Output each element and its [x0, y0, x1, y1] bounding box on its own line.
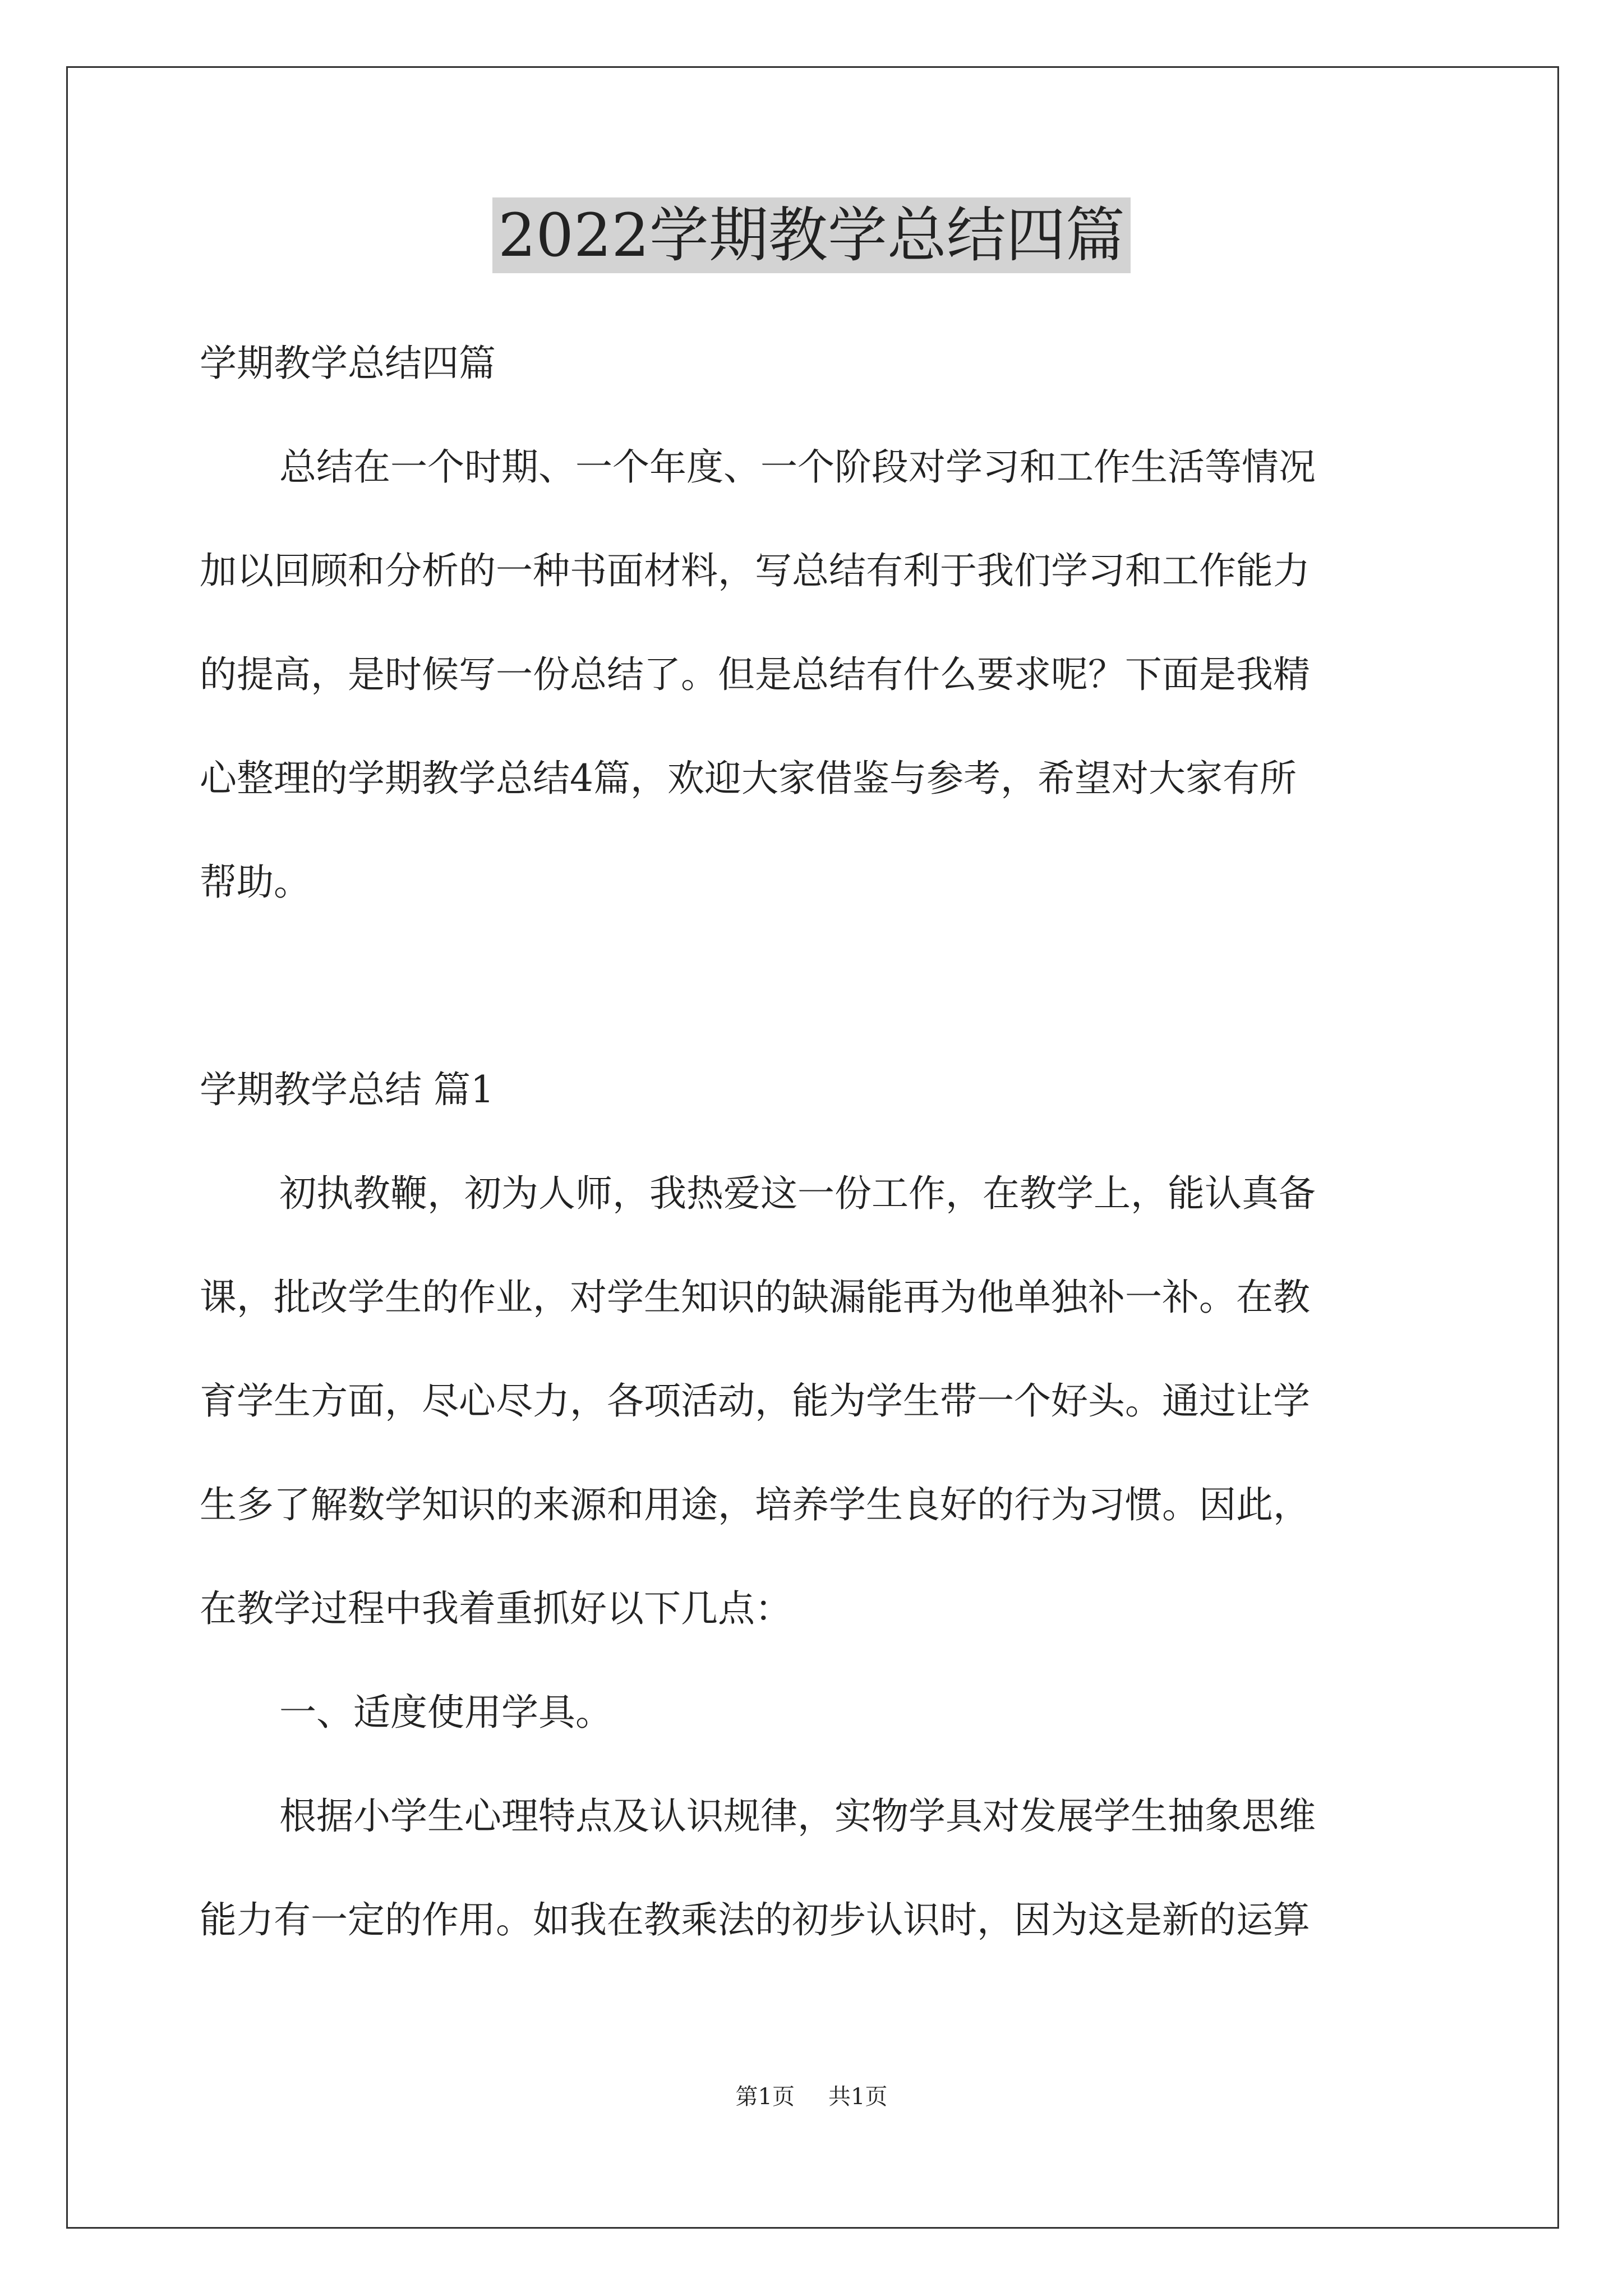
document-body [200, 311, 1433, 1972]
section-line: 生多了解数学知识的来源和用途，培养学生良好的行为习惯。因此， [200, 1483, 1310, 1526]
intro-line: 的提高，是时候写一份总结了。但是总结有什么要求呢？下面是我精 [200, 653, 1310, 696]
intro-line: 心整理的学期教学总结4篇，欢迎大家借鉴与参考，希望对大家有所 [200, 757, 1297, 800]
point-line: 能力有一定的作用。如我在教乘法的初步认识时，因为这是新的运算 [200, 1898, 1310, 1941]
intro-line: 加以回顾和分析的一种书面材料，写总结有利于我们学习和工作能力 [200, 549, 1310, 592]
section-heading: 学期教学总结 篇1 [200, 1068, 494, 1111]
section-line: 在教学过程中我着重抓好以下几点： [200, 1587, 792, 1630]
document-title-text: 2022学期教学总结四篇 [492, 197, 1131, 273]
point-heading: 一、适度使用学具。 [279, 1691, 612, 1734]
section-line: 初执教鞭，初为人师，我热爱这一份工作，在教学上，能认真备 [279, 1172, 1316, 1215]
section-line: 育学生方面，尽心尽力，各项活动，能为学生带一个好头。通过让学 [200, 1379, 1310, 1423]
intro-line: 总结在一个时期、一个年度、一个阶段对学习和工作生活等情况 [279, 445, 1316, 489]
page-footer [0, 2080, 1623, 2114]
document-title [0, 196, 1623, 275]
page-number-current: 第1页 [735, 2084, 795, 2110]
paragraph-spacer [200, 934, 1433, 1038]
intro-line: 帮助。 [200, 861, 311, 904]
point-line: 根据小学生心理特点及认识规律，实物学具对发展学生抽象思维 [279, 1795, 1316, 1838]
page-number-total: 共1页 [828, 2084, 888, 2110]
section-line: 课，批改学生的作业，对学生知识的缺漏能再为他单独补一补。在教 [200, 1276, 1310, 1319]
document-subtitle: 学期教学总结四篇 [200, 342, 496, 385]
